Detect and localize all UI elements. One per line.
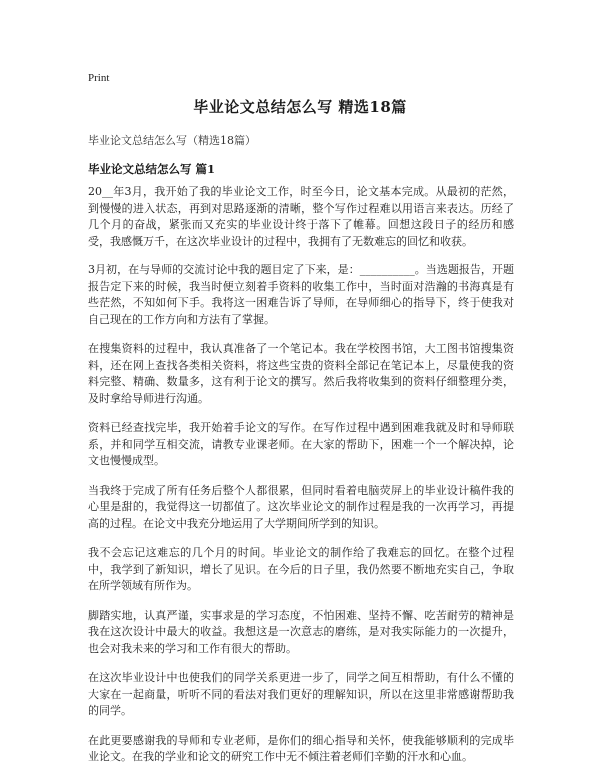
paragraph: 当我终于完成了所有任务后整个人都很累，但同时看着电脑荧屏上的毕业设计稿件我的心里是甜的，我觉得这一切都值了。这次毕业论文的制作过程是我的一次再学习，再提高的过程。在论文中我充分地运用了大学期间所学到的知识。 bbox=[88, 483, 514, 530]
paragraph: 20__年3月，我开始了我的毕业论文工作，时至今日，论文基本完成。从最初的茫然，到慢慢的进入状态，再到对思路逐渐的清晰，整个写作过程难以用语言来表达。历经了几个月的奋战，紧张而又充实的毕业设计终于落下了帷幕。回想这段日子的经历和感受，我感慨万千，在这次毕业设计的过程中，我拥有了无数难忘的回忆和收获。 bbox=[88, 185, 514, 248]
paragraph: 在搜集资料的过程中，我认真准备了一个笔记本。我在学校图书馆，大工图书馆搜集资料，还在网上查找各类相关资料，将这些宝贵的资料全部记在笔记本上，尽量使我的资料完整、精确、数量多，这有利于论文的撰写。然后我将收集到的资料仔细整理分类，及时拿给导师进行沟通。 bbox=[88, 342, 514, 405]
paragraph: 在此更要感谢我的导师和专业老师，是你们的细心指导和关怀，使我能够顺利的完成毕业论文。在我的学业和论文的研究工作中无不倾注着老师们辛勤的汗水和心血。 bbox=[88, 733, 514, 763]
paragraph: 我不会忘记这难忘的几个月的时间。毕业论文的制作给了我难忘的回忆。在整个过程中，我学到了新知识，增长了见识。在今后的日子里，我仍然要不断地充实自己，争取在所学领域有所作为。 bbox=[88, 546, 514, 592]
paragraph: 3月初，在与导师的交流讨论中我的题目定了下来，是：__________。当选题报告，开题报告定下来的时候，我当时便立刻着手资料的收集工作中，当时面对浩瀚的书海真是有些茫然，不知如何下手。我将这一困难告诉了导师，在导师细心的指导下，终于使我对自己现在的工作方向和方法有了掌握。 bbox=[88, 263, 514, 326]
paragraph: 在这次毕业设计中也使我们的同学关系更进一步了，同学之间互相帮助，有什么不懂的大家在一起商量，听听不同的看法对我们更好的理解知识，所以在这里非常感谢帮助我的同学。 bbox=[88, 671, 514, 717]
print-link[interactable]: Print bbox=[88, 72, 110, 84]
section-heading: 毕业论文总结怎么写 篇1 bbox=[88, 162, 216, 176]
paragraph: 资料已经查找完毕，我开始着手论文的写作。在写作过程中遇到困难我就及时和导师联系，并和同学互相交流，请教专业课老师。在大家的帮助下，困难一个一个解决掉，论文也慢慢成型。 bbox=[88, 421, 514, 467]
document-subtitle: 毕业论文总结怎么写（精选18篇） bbox=[88, 134, 256, 147]
page-title: 毕业论文总结怎么写 精选18篇 bbox=[193, 98, 407, 116]
paragraph: 脚踏实地，认真严谨，实事求是的学习态度，不怕困难、坚持不懈、吃苦耐劳的精神是我在这次设计中最大的收益。我想这是一次意志的磨练，是对我实际能力的一次提升，也会对我未来的学习和工作有很大的帮助。 bbox=[88, 608, 514, 655]
document-body bbox=[88, 184, 514, 779]
